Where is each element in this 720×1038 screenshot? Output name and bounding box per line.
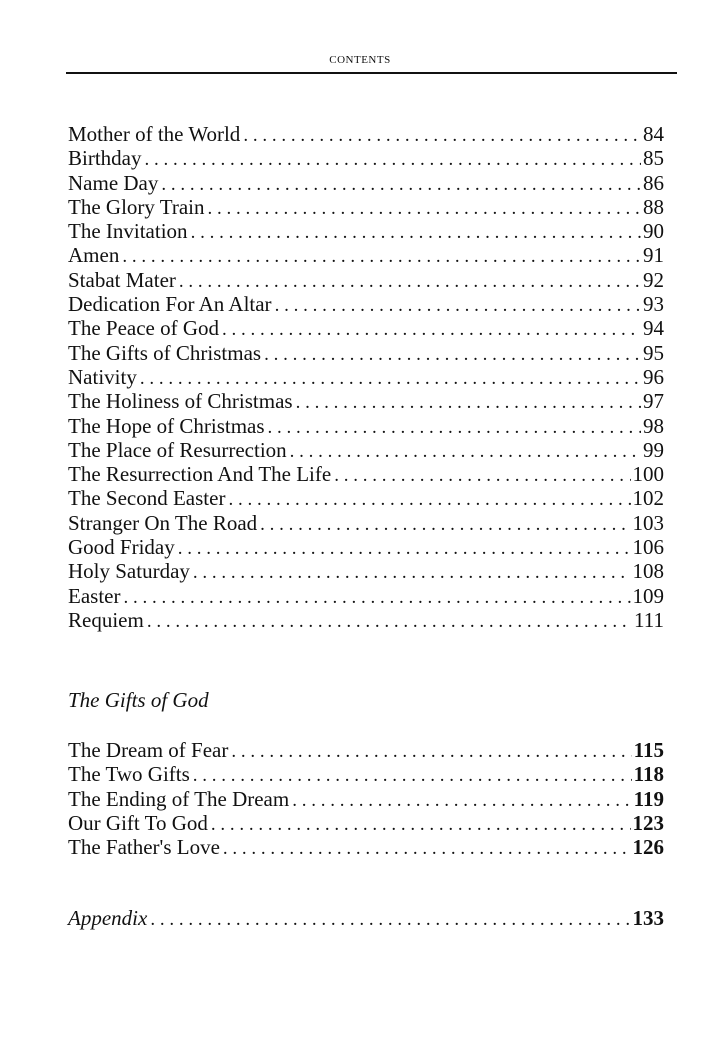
toc-entry-page: 93 [643,292,664,317]
dot-leader [178,537,631,561]
toc-entry-title: The Father's Love [68,835,220,860]
toc-entry[interactable] [68,486,664,510]
toc-entry-title: Good Friday [68,535,175,560]
toc-entry[interactable] [68,762,664,786]
toc-entry-page: 95 [643,340,664,365]
toc-entry[interactable] [68,316,664,340]
dot-leader [290,440,641,464]
toc-entry-title: Appendix [68,906,148,930]
toc-entry[interactable] [68,365,664,389]
toc-entry-page: 119 [633,786,664,811]
toc-entry-title: The Place of Resurrection [68,437,287,462]
toc-entry[interactable] [68,835,664,859]
toc-entry[interactable] [68,738,664,762]
toc-entry-title: Nativity [68,364,137,389]
dot-leader [179,270,641,294]
toc-entry-page: 91 [643,243,664,268]
toc-entry-page: 88 [643,194,664,219]
toc-entry[interactable] [68,535,664,559]
dot-leader [223,837,631,861]
toc-entry[interactable] [68,608,664,632]
toc-entry[interactable] [68,559,664,583]
toc-entry-page: 103 [632,510,664,535]
toc-entry[interactable] [68,462,664,486]
toc-entry-page: 86 [643,170,664,195]
toc-entry[interactable] [68,414,664,438]
toc-entry[interactable] [68,511,664,535]
toc-entry-page: 100 [632,462,664,487]
toc-entry-title: Birthday [68,146,142,171]
toc-entry-page: 126 [632,835,664,860]
toc-entry-page: 102 [632,486,664,511]
toc-entry-appendix[interactable] [68,906,664,930]
toc-entry[interactable] [68,341,664,365]
toc-entry-title: Our Gift To God [68,810,208,835]
dot-leader [193,764,632,788]
toc-entry-title: The Hope of Christmas [68,413,265,438]
running-head: contents [329,50,391,67]
toc-entry-page: 118 [633,762,664,787]
dot-leader [161,173,641,197]
dot-leader [140,367,641,391]
toc-entry[interactable] [68,787,664,811]
dot-leader [275,294,641,318]
toc-entry-title: Easter [68,583,121,608]
dot-leader [191,221,641,245]
dot-leader [193,561,631,585]
dot-leader [145,148,642,172]
dot-leader [268,416,641,440]
toc-group-1 [68,122,664,632]
toc-entry[interactable] [68,389,664,413]
toc-entry-page: 97 [643,389,664,414]
toc-entry-page: 98 [643,413,664,438]
toc-entry[interactable] [68,584,664,608]
section-heading: The Gifts of God [68,688,209,712]
toc-entry-title: Stabat Mater [68,267,176,292]
toc-entry-page: 92 [643,267,664,292]
dot-leader [231,740,631,764]
dot-leader [264,343,641,367]
toc-entry-title: The Dream of Fear [68,738,229,762]
toc-entry-title: Amen [68,243,120,268]
toc-entry-page: 115 [633,738,664,762]
toc-entry-page: 123 [632,810,664,835]
toc-entry-page: 106 [632,535,664,560]
header-rule [66,72,677,74]
dot-leader [150,908,630,932]
toc-entry[interactable] [68,171,664,195]
toc-entry[interactable] [68,219,664,243]
toc-group-2 [68,738,664,859]
dot-leader [334,464,630,488]
toc-entry-title: The Gifts of Christmas [68,340,262,365]
dot-leader [222,318,641,342]
toc-entry-page: 99 [643,437,664,462]
toc-entry-page: 111 [634,607,664,632]
dot-leader [122,245,641,269]
toc-entry-page: 94 [643,316,664,341]
dot-leader [211,813,631,837]
toc-entry[interactable] [68,146,664,170]
toc-entry[interactable] [68,122,664,146]
toc-entry-title: The Second Easter [68,486,226,511]
toc-entry-title: The Ending of The Dream [68,786,290,811]
toc-entry-title: Holy Saturday [68,559,190,584]
toc-entry[interactable] [68,268,664,292]
toc-entry[interactable] [68,811,664,835]
toc-entry-title: The Glory Train [68,194,205,219]
dot-leader [292,789,631,813]
toc-entry-page: 90 [643,219,664,244]
toc-entry-title: Name Day [68,170,159,195]
toc-entry-page: 133 [632,906,664,930]
dot-leader [208,197,642,221]
toc-entry-page: 96 [643,364,664,389]
toc-entry[interactable] [68,292,664,316]
dot-leader [147,610,632,634]
toc-entry-page: 109 [632,583,664,608]
toc-entry-title: Dedication For An Altar [68,292,272,317]
toc-entry[interactable] [68,195,664,219]
toc-entry-title: The Resurrection And The Life [68,462,332,487]
toc-appendix [68,906,664,930]
toc-entry-title: The Peace of God [68,316,220,341]
toc-entry[interactable] [68,438,664,462]
dot-leader [123,586,630,610]
dot-leader [243,124,641,148]
toc-entry-title: The Invitation [68,219,188,244]
dot-leader [228,488,630,512]
toc-entry-title: Mother of the World [68,122,241,146]
toc-entry-title: The Holiness of Christmas [68,389,293,414]
dot-leader [260,513,630,537]
toc-entry-page: 85 [643,146,664,171]
toc-entry[interactable] [68,243,664,267]
toc-entry-page: 84 [643,122,664,146]
dot-leader [296,391,641,415]
toc-entry-title: Requiem [68,607,144,632]
toc-entry-page: 108 [632,559,664,584]
toc-entry-title: The Two Gifts [68,762,190,787]
toc-entry-title: Stranger On The Road [68,510,258,535]
